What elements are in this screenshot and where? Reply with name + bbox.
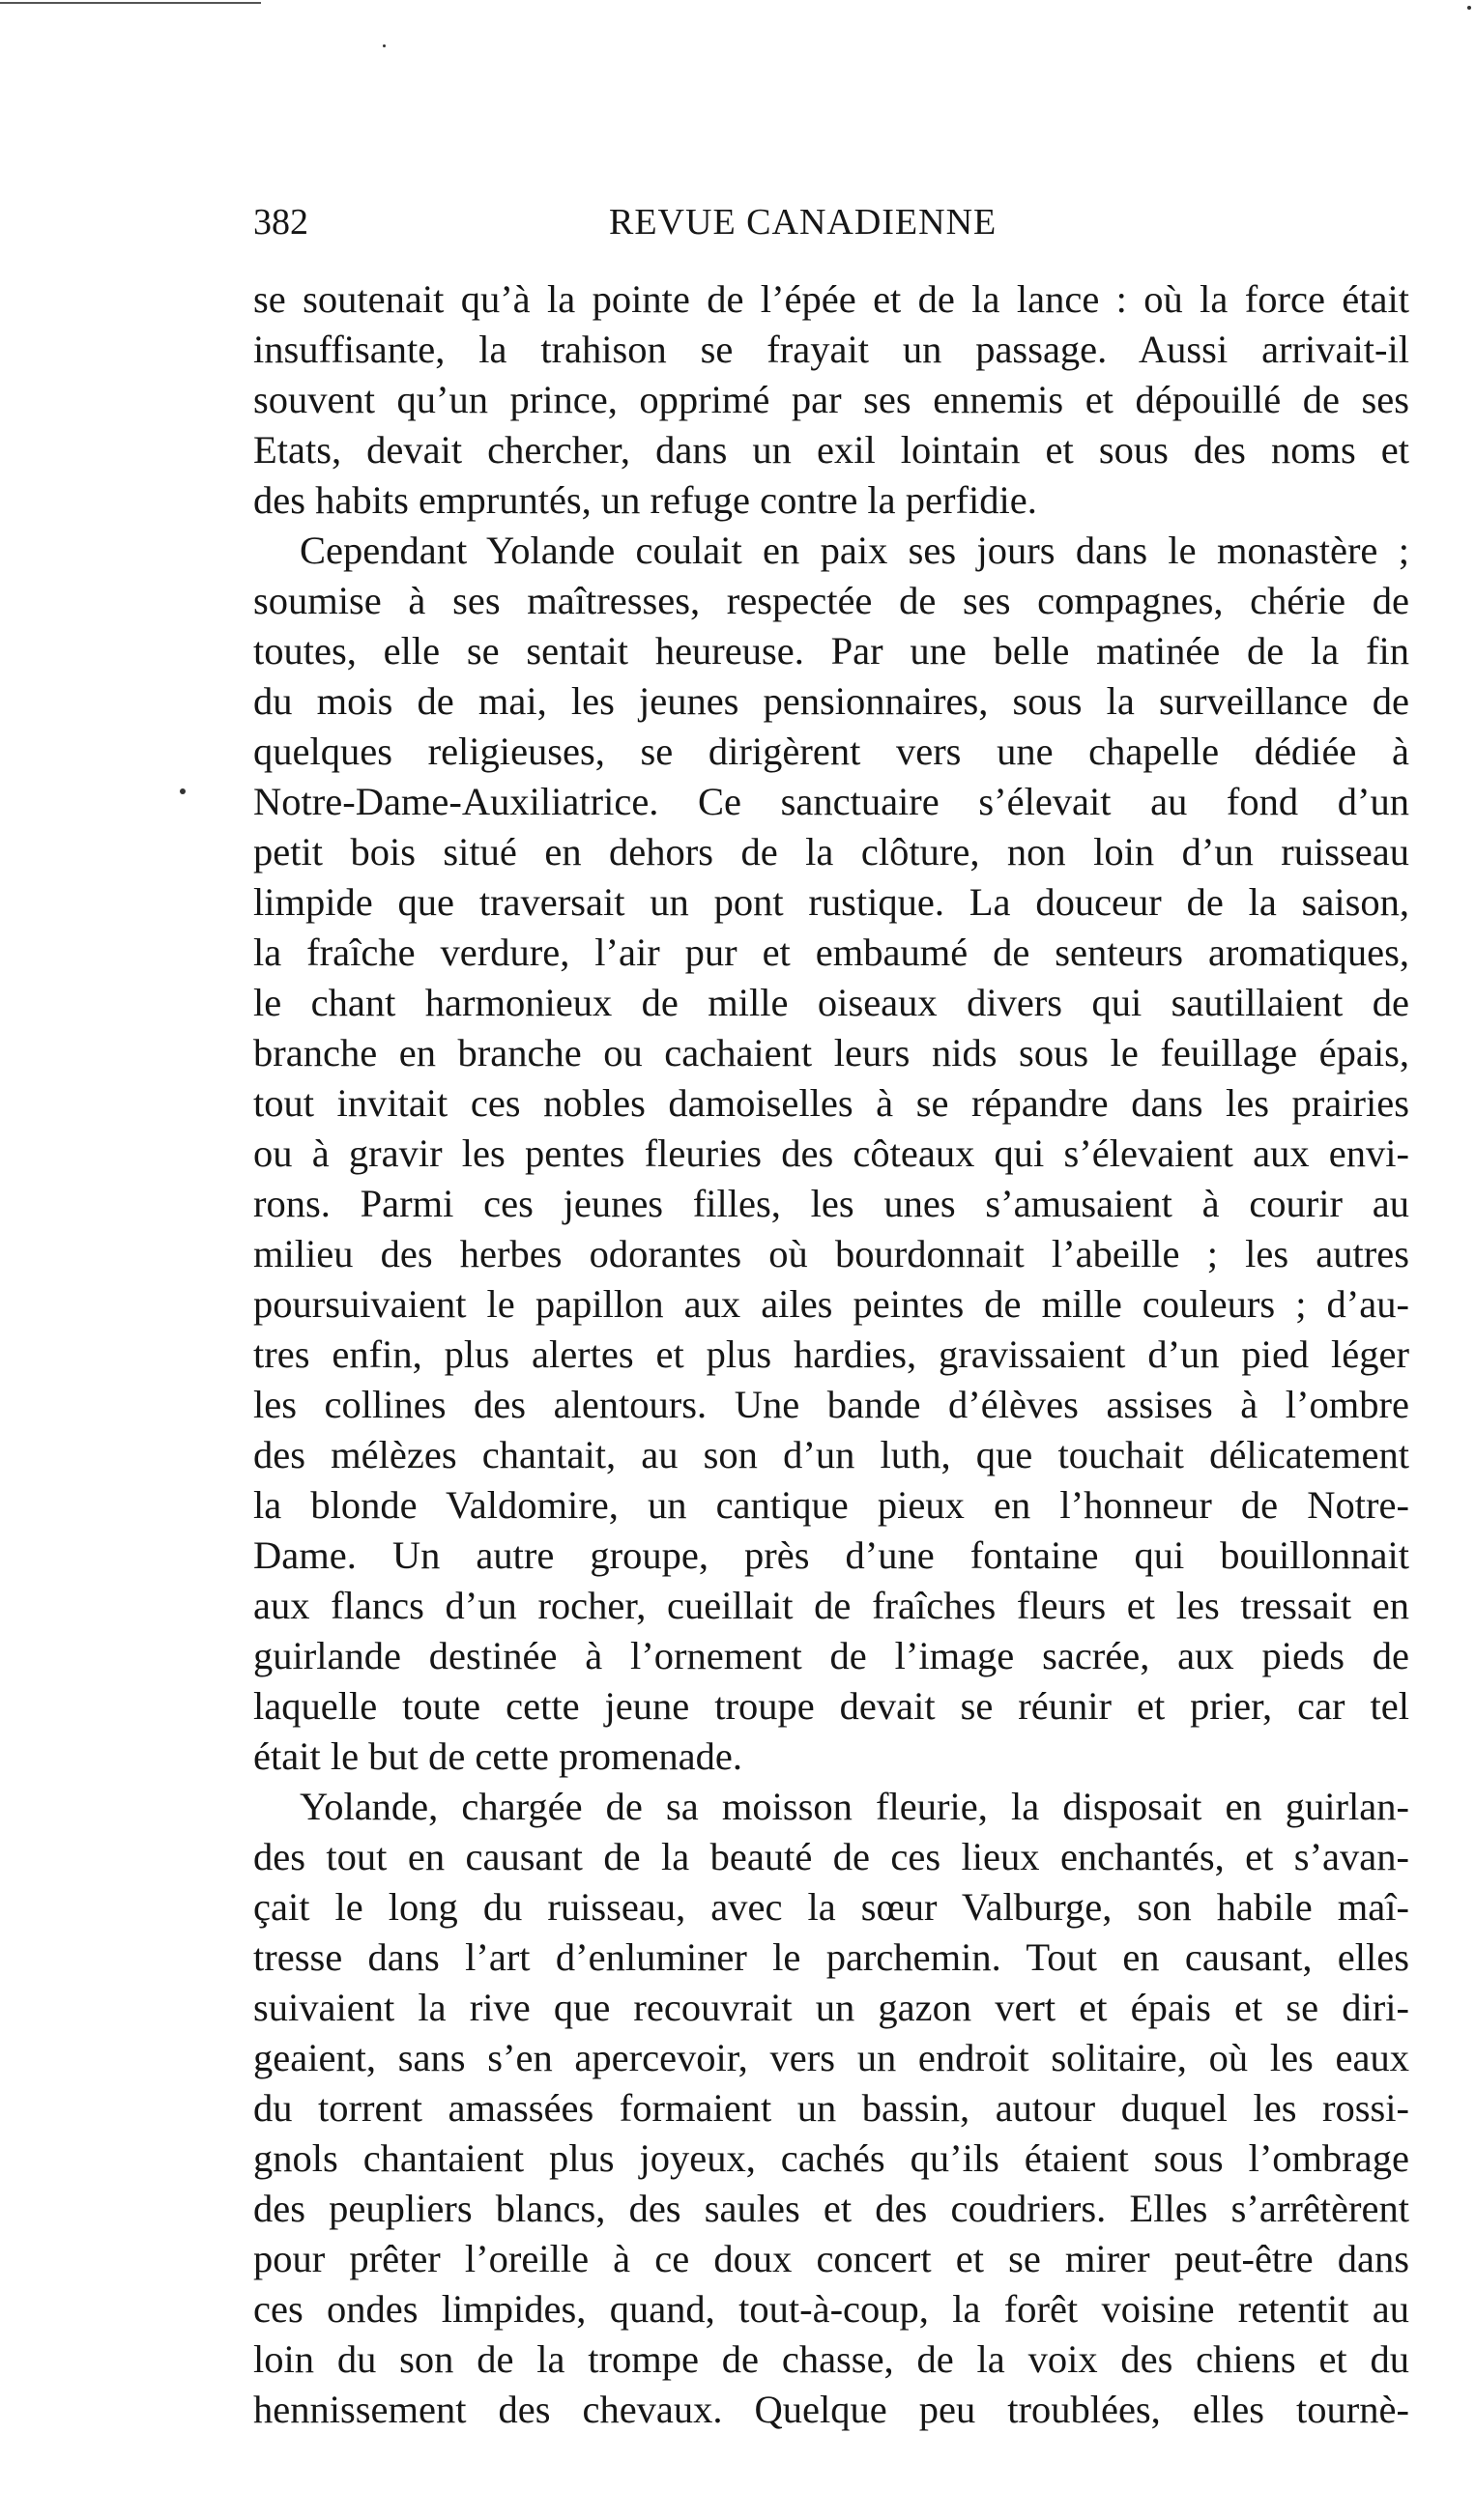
- text-line: toutes, elle se sentait heureuse. Par une belle matinée de la fin: [253, 629, 1409, 673]
- running-title: REVUE CANADIENNE: [609, 202, 998, 243]
- text-line: limpide que traversait un pont rustique. La douceur de la saison,: [253, 880, 1409, 924]
- text-line: aux flancs d’un rocher, cueillait de fraîches fleurs et les tressait en: [253, 1584, 1409, 1627]
- text-line: se soutenait qu’à la pointe de l’épée et de la lance : où la force était: [253, 277, 1409, 321]
- text-line: Cependant Yolande coulait en paix ses jours dans le monastère ;: [300, 529, 1409, 572]
- text-line: des mélèzes chantait, au son d’un luth, que touchait délicatement: [253, 1433, 1409, 1476]
- page-number: 382: [253, 202, 308, 243]
- text-line: pour prêter l’oreille à ce doux concert et se mirer peut-être dans: [253, 2237, 1409, 2280]
- text-line: était le but de cette promenade.: [253, 1734, 743, 1778]
- text-line: geaient, sans s’en apercevoir, vers un endroit solitaire, où les eaux: [253, 2036, 1409, 2079]
- text-line: du torrent amassées formaient un bassin, autour duquel les rossi-: [253, 2086, 1409, 2130]
- page-header: [253, 201, 1056, 255]
- top-edge-rule: [0, 2, 261, 4]
- text-line: petit bois situé en dehors de la clôture, non loin d’un ruisseau: [253, 830, 1409, 873]
- text-line: soumise à ses maîtresses, respectée de ses compagnes, chérie de: [253, 579, 1409, 622]
- text-line: la fraîche verdure, l’air pur et embaumé de senteurs aromatiques,: [253, 931, 1409, 974]
- text-line: des peupliers blancs, des saules et des coudriers. Elles s’arrêtèrent: [253, 2187, 1409, 2230]
- text-line: hennissement des chevaux. Quelque peu troublées, elles tournè-: [253, 2388, 1409, 2431]
- text-line: poursuivaient le papillon aux ailes peintes de mille couleurs ; d’au-: [253, 1282, 1409, 1326]
- text-line: la blonde Valdomire, un cantique pieux en l’honneur de Notre-: [253, 1483, 1409, 1527]
- text-line: des habits empruntés, un refuge contre la perfidie.: [253, 478, 1037, 522]
- text-line: du mois de mai, les jeunes pensionnaires, sous la surveillance de: [253, 679, 1409, 723]
- text-line: laquelle toute cette jeune troupe devait se réunir et prier, car tel: [253, 1684, 1409, 1728]
- text-line: souvent qu’un prince, opprimé par ses ennemis et dépouillé de ses: [253, 378, 1409, 421]
- text-line: gnols chantaient plus joyeux, cachés qu’ils étaient sous l’ombrage: [253, 2136, 1409, 2180]
- print-speck: [1467, 6, 1471, 10]
- text-line: des tout en causant de la beauté de ces lieux enchantés, et s’avan-: [253, 1835, 1409, 1878]
- text-line: branche en branche ou cachaient leurs nids sous le feuillage épais,: [253, 1031, 1409, 1074]
- text-line: Yolande, chargée de sa moisson fleurie, la disposait en guirlan-: [300, 1785, 1409, 1828]
- print-speck: [383, 44, 386, 47]
- text-line: les collines des alentours. Une bande d’élèves assises à l’ombre: [253, 1383, 1409, 1426]
- body-text: [253, 274, 1409, 2435]
- text-line: çait le long du ruisseau, avec la sœur Valburge, son habile maî-: [253, 1885, 1409, 1929]
- text-line: quelques religieuses, se dirigèrent vers une chapelle dédiée à: [253, 730, 1409, 773]
- text-line: loin du son de la trompe de chasse, de la voix des chiens et du: [253, 2337, 1409, 2381]
- text-line: Etats, devait chercher, dans un exil lointain et sous des noms et: [253, 428, 1409, 472]
- text-line: suivaient la rive que recouvrait un gazon vert et épais et se diri-: [253, 1986, 1409, 2029]
- text-line: tout invitait ces nobles damoiselles à se répandre dans les prairies: [253, 1081, 1409, 1125]
- text-line: milieu des herbes odorantes où bourdonnait l’abeille ; les autres: [253, 1232, 1409, 1275]
- text-line: Notre-Dame-Auxiliatrice. Ce sanctuaire s’élevait au fond d’un: [253, 780, 1409, 823]
- text-line: tres enfin, plus alertes et plus hardies, gravissaient d’un pied léger: [253, 1332, 1409, 1376]
- text-line: tresse dans l’art d’enluminer le parchemin. Tout en causant, elles: [253, 1935, 1409, 1979]
- text-line: ou à gravir les pentes fleuries des côteaux qui s’élevaient aux envi-: [253, 1131, 1409, 1175]
- text-line: ces ondes limpides, quand, tout-à-coup, la forêt voisine retentit au: [253, 2287, 1409, 2331]
- print-speck: [180, 788, 186, 794]
- text-line: le chant harmonieux de mille oiseaux divers qui sautillaient de: [253, 981, 1409, 1024]
- text-line: insuffisante, la trahison se frayait un passage. Aussi arrivait-il: [253, 328, 1409, 371]
- text-line: Dame. Un autre groupe, près d’une fontaine qui bouillonnait: [253, 1533, 1409, 1577]
- text-line: rons. Parmi ces jeunes filles, les unes s’amusaient à courir au: [253, 1182, 1409, 1225]
- text-line: guirlande destinée à l’ornement de l’image sacrée, aux pieds de: [253, 1634, 1409, 1677]
